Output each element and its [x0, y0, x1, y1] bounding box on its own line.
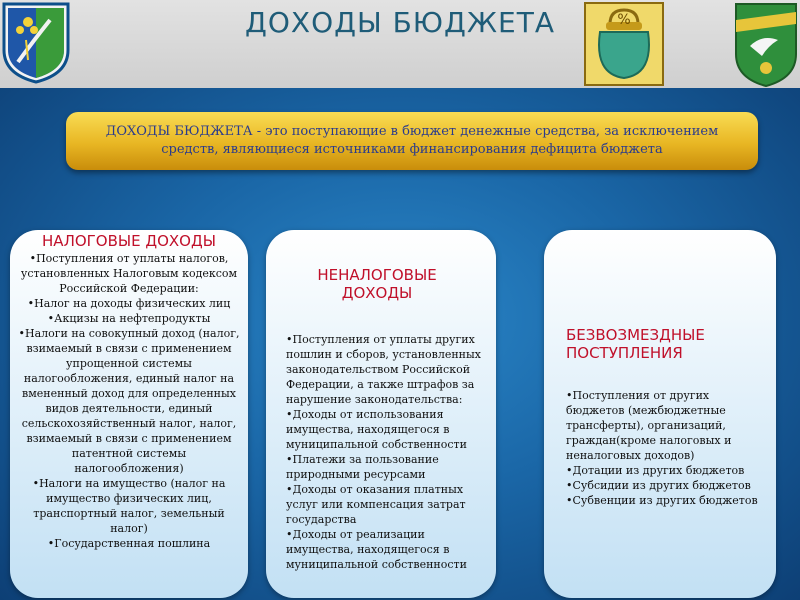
list-item: •Субсидии из других бюджетов: [566, 479, 751, 492]
tax-revenue-title: НАЛОГОВЫЕ ДОХОДЫ: [42, 232, 216, 250]
tax-revenue-card: [10, 230, 248, 598]
list-item: •Налоги на имущество (налог на имущество физических лиц, транспортный налог, земельный налог): [32, 477, 226, 535]
non-tax-revenue-title: НЕНАЛОГОВЫЕ ДОХОДЫ: [317, 266, 437, 302]
non-tax-revenue-card: [266, 230, 496, 598]
list-item: •Налоги на совокупный доход (налог, взимаемый в связи с применением упрощенной системы налогообложения, единый налог на вмененный доход для определенных видов деятельности, единый сельскохозяйственный налог, налог, взимаемый в связи с применением патентной системы налогообложения): [18, 327, 240, 475]
coat-of-arms-left-icon: [0, 0, 72, 84]
list-item: •Поступления от уплаты других пошлин и сборов, установленных законодательством Российской Федерации, а также штрафов за нарушение законодательства:: [286, 333, 481, 406]
list-item: •Дотации из других бюджетов: [566, 464, 745, 477]
gratuitous-receipts-title: БЕЗВОЗМЕЗДНЫЕ ПОСТУПЛЕНИЯ: [566, 326, 705, 362]
definition-text: ДОХОДЫ БЮДЖЕТА - это поступающие в бюджет денежные средства, за исключением средств, являющиеся источниками финансирования дефицита бюджета: [105, 124, 719, 157]
list-item: •Доходы от реализации имущества, находящегося в муниципальной собственности: [286, 528, 467, 571]
list-item: •Субвенции из других бюджетов: [566, 494, 758, 507]
coin-purse-icon: [584, 2, 664, 86]
coat-of-arms-right-icon: [732, 0, 800, 88]
header-bar: [0, 0, 800, 88]
definition-banner: [66, 112, 758, 170]
list-item: •Платежи за пользование природными ресурсами: [286, 453, 439, 481]
list-item: •Государственная пошлина: [47, 537, 211, 550]
list-item: •Доходы от оказания платных услуг или компенсация затрат государства: [286, 483, 466, 526]
gratuitous-receipts-card: [544, 230, 776, 598]
svg-text:%: %: [617, 12, 631, 28]
list-item: •Доходы от использования имущества, находящегося в муниципальной собственности: [286, 408, 467, 451]
list-item: •Акцизы на нефтепродукты: [47, 312, 211, 325]
list-item: •Поступления от уплаты налогов, установленных Налоговым кодексом Российской Федерации:: [20, 252, 238, 295]
list-item: •Поступления от других бюджетов (межбюджетные трансферты), организаций, граждан(кроме налоговых и неналоговых доходов): [566, 389, 732, 462]
list-item: •Налог на доходы физических лиц: [27, 297, 231, 310]
page-title: ДОХОДЫ БЮДЖЕТА: [244, 6, 556, 39]
